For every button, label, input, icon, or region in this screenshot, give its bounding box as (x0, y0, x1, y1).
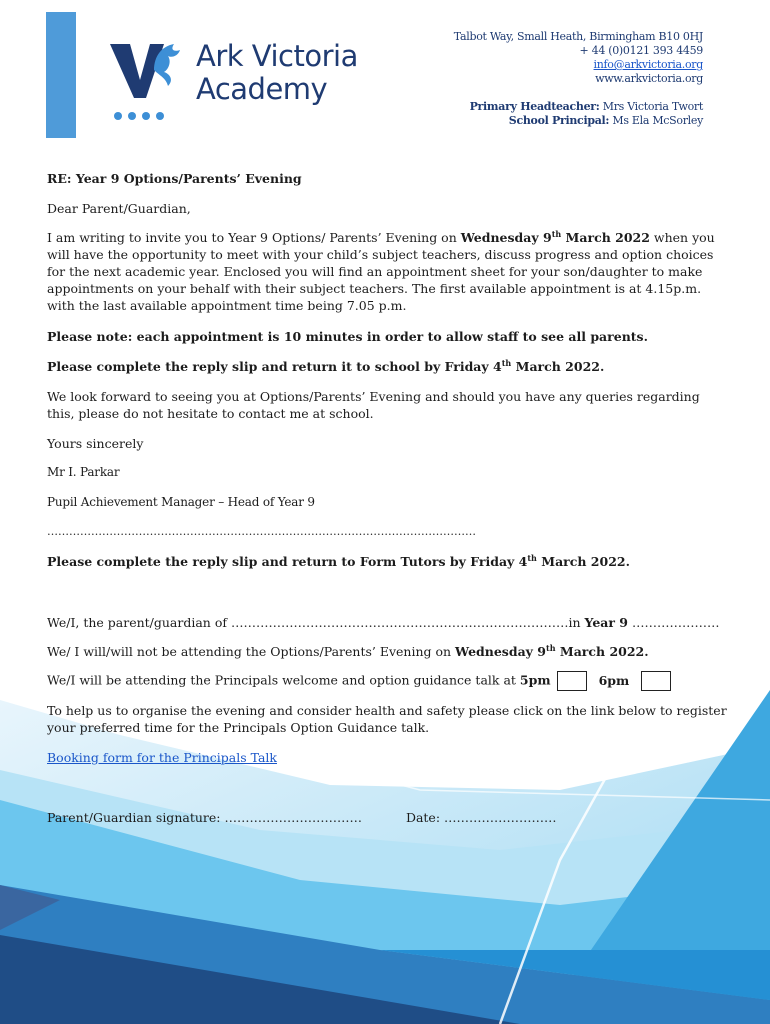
appointment-note: Please note: each appointment is 10 minutes in order to allow staff to see all parents. (47, 329, 648, 344)
child-line-a: We/I, the parent/guardian of ………………………………………………………………………in (47, 615, 585, 630)
reply-instruction (47, 358, 727, 375)
option-6pm-label: 6pm (598, 672, 630, 688)
email-link[interactable]: info@arkvictoria.org (593, 58, 703, 71)
attendance-date-b: March 2022. (555, 644, 649, 659)
booking-form-link[interactable]: Booking form for the Principals Talk (47, 750, 277, 765)
intro-date-b: March 2022 (561, 230, 650, 245)
option-5pm-label: 5pm (519, 672, 551, 688)
signature-line (47, 809, 727, 826)
talk-text: We/I will be attending the Principals welcome and option guidance talk at (47, 672, 520, 688)
signature-field: Parent/Guardian signature: …………………………… (47, 810, 362, 825)
headteacher-label: Primary Headteacher: (469, 100, 600, 113)
principal-label: School Principal: (508, 114, 610, 127)
date-field: Date: ……………………… (405, 810, 557, 825)
child-line-b: ………………… (628, 615, 720, 630)
address: Talbot Way, Small Heath, Birmingham B10 0HJ (453, 30, 703, 43)
letter-greeting: Dear Parent/Guardian, (47, 201, 191, 216)
phone: + 44 (0)0121 393 4459 (579, 44, 703, 57)
letter-subject: RE: Year 9 Options/Parents’ Evening (47, 171, 302, 186)
academy-name-line1: Ark Victoria (196, 39, 358, 73)
attendance-text: We/ I will/will not be attending the Options/Parents’ Evening on (47, 644, 456, 659)
help-paragraph: To help us to organise the evening and consider health and safety please click on the link below to register your preferred time for the Principals Option Guidance talk. (47, 703, 727, 735)
website: www.arkvictoria.org (595, 72, 703, 85)
contact-block (454, 30, 703, 128)
option-5pm-checkbox[interactable] (557, 671, 587, 691)
attendance-date-a: Wednesday 9 (455, 644, 546, 659)
look-forward-paragraph: We look forward to seeing you at Options/Parents’ Evening and should you have any queries regarding this, please do not hesitate to contact me at school. (47, 389, 700, 421)
signer-role: Pupil Achievement Manager – Head of Year 9 (47, 495, 315, 509)
reply-text-b: March 2022. (511, 359, 605, 374)
option-6pm-checkbox[interactable] (641, 671, 671, 691)
slip-heading-sup: th (527, 552, 537, 563)
attendance-sup: th (546, 642, 556, 653)
reply-text-a: Please complete the reply slip and return it to school by Friday 4 (47, 359, 502, 374)
intro-text-b: when you will have the opportunity to meet with your child’s subject teachers, discuss progress and option choices for the next academic year. Enclosed you will find an appointment sheet for your son/daughter to make appointments on your behalf with their subject teachers. The first available appointment is at 4.15p.m. with the last available appointment time being 7.05 p.m. (47, 230, 715, 313)
reply-sup: th (501, 357, 512, 368)
slip-attendance-line (47, 643, 727, 660)
header-accent-bar (46, 12, 76, 138)
child-year: Year 9 (584, 615, 629, 630)
headteacher-name: Mrs Victoria Twort (602, 100, 703, 113)
slip-heading-a: Please complete the reply slip and return to Form Tutors by Friday 4 (47, 554, 528, 569)
closing: Yours sincerely (47, 436, 144, 451)
headteacher-line (454, 100, 703, 114)
intro-text-a: I am writing to invite you to Year 9 Options/ Parents’ Evening on (47, 230, 461, 245)
divider-dots: ……………………………………………………………………………………………………… (47, 525, 476, 538)
academy-name (196, 40, 358, 106)
slip-heading-b: March 2022. (536, 554, 630, 569)
principal-line (454, 114, 703, 128)
letter-intro-paragraph (47, 229, 727, 314)
slip-talk-line (47, 671, 727, 691)
intro-date-a: Wednesday 9 (460, 230, 552, 245)
slip-child-line (47, 614, 727, 631)
slip-heading (47, 553, 727, 570)
intro-date-sup: th (551, 228, 562, 239)
signer-name: Mr I. Parkar (47, 465, 120, 479)
ark-victoria-logo (108, 40, 188, 122)
principal-name: Ms Ela McSorley (612, 114, 703, 127)
academy-name-line2: Academy (196, 72, 328, 106)
